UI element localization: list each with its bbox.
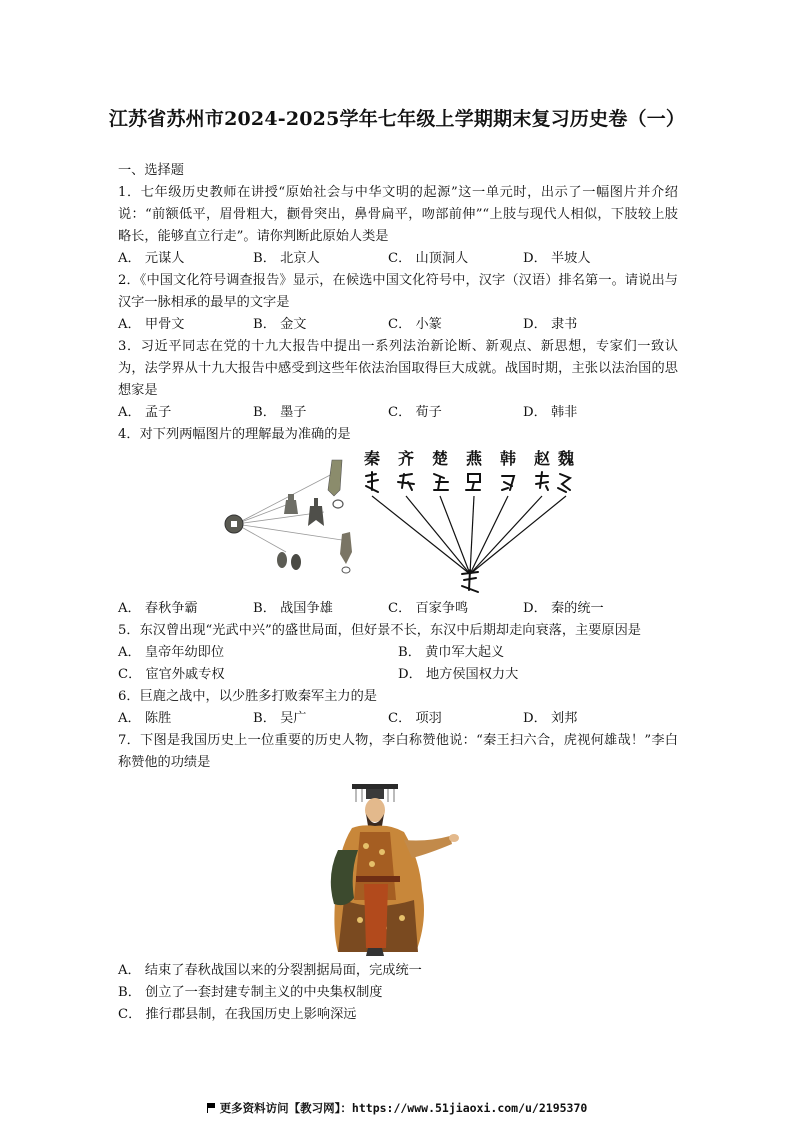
state-label: 楚 [431, 449, 449, 468]
option[interactable]: C． 项羽 [388, 711, 442, 726]
option[interactable]: B． 黄巾军大起义 [398, 645, 505, 660]
question-stem: 2．《中国文化符号调查报告》显示，在候选中国文化符号中，汉字（汉语）排名第一。请说出与汉字一脉相承的最早的文字是 [118, 273, 678, 310]
question-stem: 6．巨鹿之战中，以少胜多打败秦军主力的是 [118, 689, 377, 704]
option[interactable]: D． 韩非 [523, 405, 578, 420]
option[interactable]: D． 秦的统一 [523, 601, 604, 616]
question-list [118, 160, 678, 1026]
option[interactable]: C． 荀子 [388, 405, 442, 420]
section-label: 一、选择题 [118, 163, 184, 178]
option[interactable]: C． 宦官外戚专权 [118, 667, 225, 682]
seven-states-script-figure [362, 448, 575, 598]
footer [0, 1100, 794, 1116]
option[interactable]: D． 地方侯国权力大 [398, 667, 519, 682]
option[interactable]: B． 战国争雄 [253, 601, 333, 616]
option[interactable]: B． 吴广 [253, 711, 307, 726]
option[interactable]: D． 半坡人 [523, 251, 591, 266]
option[interactable]: A． 结束了春秋战国以来的分裂割据局面，完成统一 [118, 963, 422, 978]
option[interactable]: C． 山顶洞人 [388, 251, 469, 266]
option[interactable]: B． 金文 [253, 317, 307, 332]
question-stem: 7．下图是我国历史上一位重要的历史人物，李白称赞他说：“秦王扫六合，虎视何雄哉！”李白称赞他的功绩是 [118, 733, 678, 770]
option[interactable]: D． 刘邦 [523, 711, 578, 726]
state-label: 燕 [465, 449, 483, 468]
question-stem: 4．对下列两幅图片的理解最为准确的是 [118, 427, 351, 442]
question-stem: 5．东汉曾出现“光武中兴”的盛世局面，但好景不长，东汉中后期却走向衰落，主要原因是 [118, 623, 641, 638]
question-7-figure [118, 780, 678, 958]
option[interactable]: C． 百家争鸣 [388, 601, 469, 616]
option-row [118, 248, 678, 270]
state-label: 齐 [397, 449, 415, 468]
flag-icon [207, 1103, 217, 1113]
ancient-coins-figure [214, 456, 374, 594]
option-row [118, 708, 678, 730]
option[interactable]: B． 创立了一套封建专制主义的中央集权制度 [118, 985, 383, 1000]
question-4-figures [118, 448, 678, 598]
option[interactable]: C． 小篆 [388, 317, 442, 332]
option[interactable]: A． 甲骨文 [118, 317, 185, 332]
emperor-portrait-figure [324, 780, 474, 958]
option-row [118, 402, 678, 424]
question-stem: 3．习近平同志在党的十九大报告中提出一系列法治新论断、新观点、新思想，专家们一致认为，法学界从十九大报告中感受到这些年依法治国取得巨大成就。战国时期，主张以法治国的思想家是 [118, 339, 678, 398]
option[interactable]: B． 北京人 [253, 251, 320, 266]
option[interactable]: A． 陈胜 [118, 711, 172, 726]
option[interactable]: A． 春秋争霸 [118, 601, 198, 616]
page-title: 江苏省苏州市2024-2025学年七年级上学期期末复习历史卷（一） [108, 108, 686, 130]
option[interactable]: A． 孟子 [118, 405, 172, 420]
option[interactable]: A． 元谋人 [118, 251, 185, 266]
option-row [118, 598, 678, 620]
option-row [118, 314, 678, 336]
option[interactable]: D． 隶书 [523, 317, 578, 332]
state-label: 秦 [363, 449, 381, 468]
state-label: 魏 [557, 449, 575, 468]
option[interactable]: A． 皇帝年幼即位 [118, 645, 225, 660]
question-stem: 1．七年级历史教师在讲授“原始社会与中华文明的起源”这一单元时，出示了一幅图片并介绍说：“前额低平，眉骨粗大，颧骨突出，鼻骨扁平，吻部前伸”“上肢与现代人相似，下肢较上肢略长，能够直立行走”。请你判断此原始人类是 [118, 185, 678, 244]
footer-link[interactable]: 更多资料访问【教习网】：https://www.51jiaoxi.com/u/2195370 [219, 1101, 588, 1115]
option-grid [118, 642, 678, 686]
option[interactable]: C． 推行郡县制，在我国历史上影响深远 [118, 1007, 357, 1022]
option[interactable]: B． 墨子 [253, 405, 307, 420]
state-label: 赵 [533, 449, 551, 468]
state-label: 韩 [499, 449, 517, 468]
